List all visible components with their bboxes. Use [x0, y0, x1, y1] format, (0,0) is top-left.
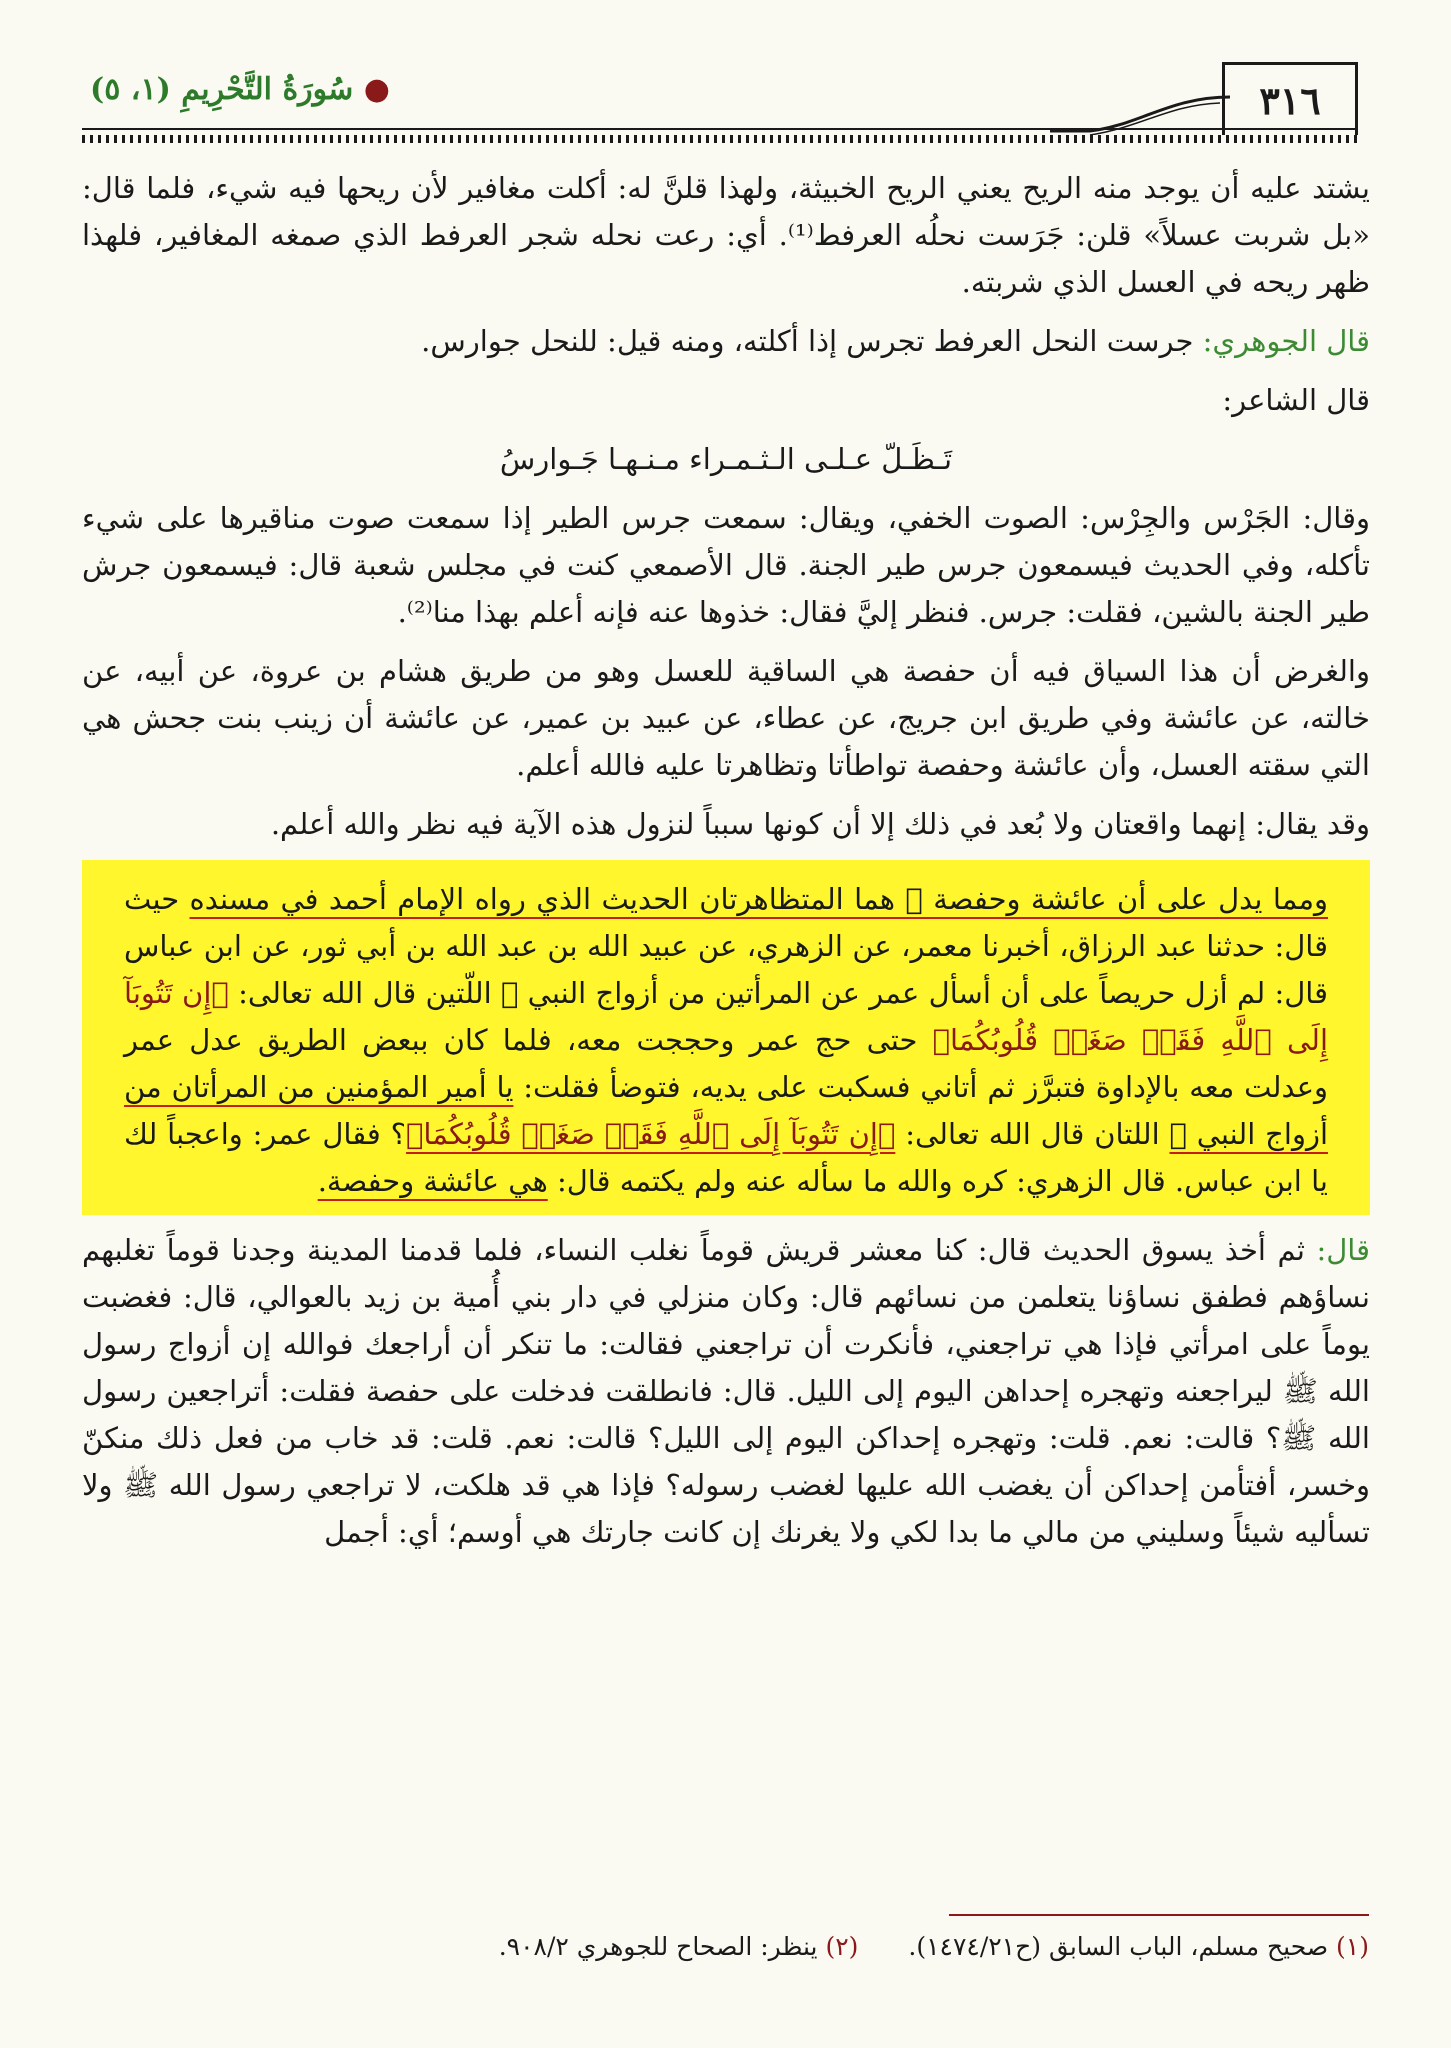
paragraph	[82, 1227, 1370, 1556]
underlined-text: هي عائشة وحفصة.	[317, 1164, 548, 1198]
surah-verses: (١، ٥)	[90, 72, 171, 107]
paragraph	[82, 318, 1370, 365]
speaker-label: قال الجوهري:	[1202, 324, 1370, 358]
footnotes	[81, 1932, 1369, 1961]
quran-verse: ﴿إِن تَتُوبَآ إِلَى ٱللَّهِ فَقَدۡ صَغَتۡ قُلُوبُكُمَا﴾	[124, 976, 1329, 1057]
paragraph-text: اللتان قال الله تعالى:	[905, 1117, 1160, 1151]
footnote-rule	[949, 1914, 1369, 1916]
bullet-icon: ●	[363, 72, 390, 107]
header-rule	[82, 128, 1358, 144]
poem-verse: تَـظَـلّ عـلـى الـثـمـراء مـنـهـا جَـوارسُ	[499, 442, 953, 476]
highlighted-passage	[82, 860, 1370, 1215]
paragraph: وقال: الجَرْس والجِرْس: الصوت الخفي، ويقال: سمعت جرس الطير إذا سمعت صوت مناقيرها على شيء تأكله، وفي الحديث فيسمعون جرس طير الجنة. قال الأصمعي كنت في مجلس شعبة قال: فيسمعون جرش طير الجنة بالشين، فقلت: جرس. فنظر إليَّ فقال: خذوها عنه فإنه أعلم بهذا منا⁽²⁾.	[82, 501, 1370, 629]
underlined-text: يا أمير المؤمنين من المرأتان من أزواج النبي ﷺ	[124, 1070, 1329, 1151]
page-number: ٣١٦	[1222, 62, 1358, 135]
paragraph-text: ثم أخذ يسوق الحديث قال: كنا معشر قريش قوماً نغلب النساء، فلما قدمنا المدينة وجدنا قوماً تغلبهم نساؤهم فطفق نساؤنا يتعلمن من نسائهم قال: وكان منزلي في دار بني أُمية بن زيد بالعوالي، قال: فغضبت يوماً على امرأتي فإذا هي تراجعني، فأنكرت أن تراجعني فقالت: ما تنكر أن أراجعك فوالله إن أزواج رسول الله ﷺ ليراجعنه وتهجره إحداهن اليوم إلى الليل. قال: فانطلقت فدخلت على حفصة فقلت: أتراجعين رسول الله ﷺ؟ قالت: نعم. قلت: وتهجره إحداكن اليوم إلى الليل؟ قالت: نعم. قلت: قد خاب من فعل ذلك منكنّ وخسر، أفتأمن إحداكن أن يغضب الله عليها لغضب رسوله؟ فإذا هي قد هلكت، لا تراجعي رسول الله ﷺ ولا تسأليه شيئاً وسليني من مالي ما بدا لكي ولا يغرنك إن كانت جارتك هي أوسم؛ أي: أجمل	[82, 1233, 1370, 1549]
quran-verse: ﴿إِن تَتُوبَآ إِلَى ٱللَّهِ فَقَدۡ صَغَتۡ قُلُوبُكُمَا﴾	[406, 1117, 896, 1151]
footnote	[908, 1932, 1369, 1961]
footnote-text: ينظر: الصحاح للجوهري ٩٠٨/٢.	[498, 1932, 818, 1961]
underlined-text: ومما يدل على أن عائشة وحفصة ﵄ هما المتظاهرتان الحديث الذي رواه الإمام أحمد في مسنده	[189, 882, 1328, 916]
paragraph-text: حتى حج عمر وحججت معه، فلما كان ببعض الطريق عدل عمر وعدلت معه بالإداوة فتبرَّز ثم أتاني فسكبت على يديه، فتوضأ فقلت:	[124, 1023, 1329, 1104]
paragraph-text: ؟ فقال عمر: واعجباً لك يا ابن عباس. قال الزهري: كره والله ما سأله عنه ولم يكتمه قال:	[124, 1117, 1328, 1198]
footnote	[499, 1932, 859, 1961]
paragraph: والغرض أن هذا السياق فيه أن حفصة هي الساقية للعسل وهو من طريق هشام بن عروة، عن أبيه، عن خالته، عن عائشة وفي طريق ابن جريج، عن عطاء، عن عبيد بن عمير، عن عائشة أن زينب بنت جحش هي التي سقته العسل، وأن عائشة وحفصة تواطأتا وتظاهرتا عليه فالله أعلم.	[82, 654, 1370, 782]
paragraph: وقد يقال: إنهما واقعتان ولا بُعد في ذلك إلا أن كونها سبباً لنزول هذه الآية فيه نظر والله أعلم.	[270, 807, 1370, 841]
footnote-number: (٢)	[825, 1932, 859, 1961]
page-header	[70, 50, 1370, 135]
paragraph-text: جرست النحل العرفط تجرس إذا أكلته، ومنه قيل: للنحل جوارس.	[421, 324, 1194, 358]
surah-heading	[90, 72, 390, 107]
main-text	[82, 165, 1370, 1568]
speaker-label: قال:	[1316, 1233, 1371, 1267]
paragraph: قال الشاعر:	[1222, 383, 1370, 417]
footnote-number: (١)	[1336, 1932, 1369, 1961]
paragraph-text: حيث قال: حدثنا عبد الرزاق، أخبرنا معمر، عن الزهري، عن عبيد الله بن عبد الله بن أبي ثور، عن ابن عباس قال: لم أزل حريصاً على أن أسأل عمر عن المرأتين من أزواج النبي ﷺ اللّتين قال الله تعالى:	[124, 882, 1329, 1010]
surah-title: سُورَةُ التَّحْرِيمِ	[181, 72, 354, 107]
footnote-text: صحيح مسلم، الباب السابق (ح١٤٧٤/٢١).	[908, 1932, 1329, 1961]
paragraph: يشتد عليه أن يوجد منه الريح يعني الريح الخبيثة، ولهذا قلنَّ له: أكلت مغافير لأن ريحها فيه شيء، فلما قال: «بل شربت عسلاً» قلن: جَرَست نحلُه العرفط⁽¹⁾. أي: رعت نحله شجر العرفط الذي صمغه المغافير، فلهذا ظهر ريحه في العسل الذي شربته.	[82, 171, 1370, 299]
